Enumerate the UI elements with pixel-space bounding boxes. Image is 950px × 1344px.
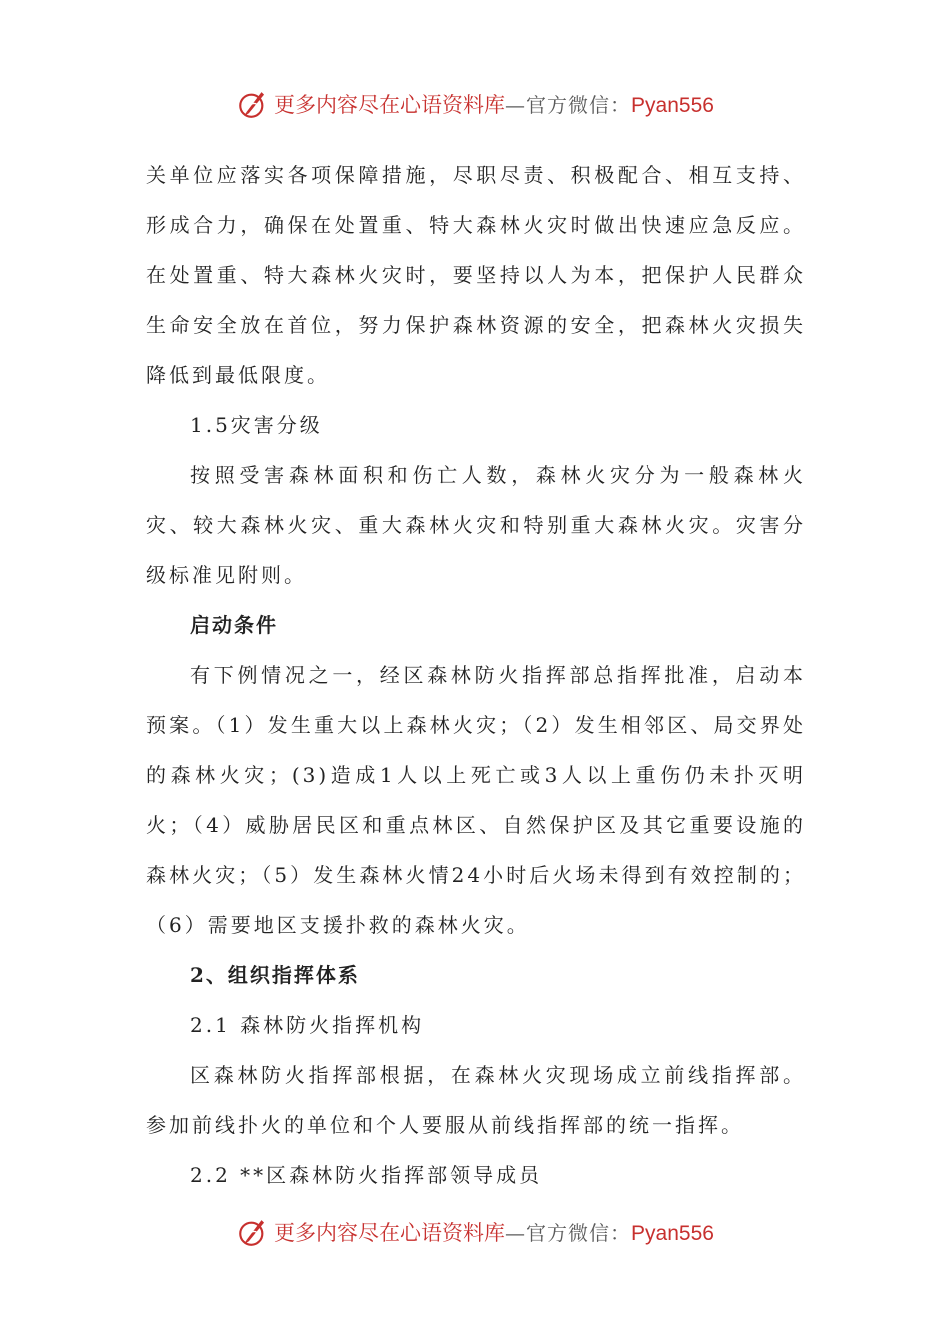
banner-wechat-label: —官方微信： <box>505 93 632 117</box>
footer-banner <box>0 1212 950 1252</box>
section-heading-2-1: 2.1 森林防火指挥机构 <box>190 1013 425 1037</box>
section-heading-2-2: 2.2 **区森林防火指挥部领导成员 <box>190 1163 543 1187</box>
banner-wechat-label: —官方微信： <box>505 1221 632 1245</box>
paragraph-disaster-levels: 按照受害森林面积和伤亡人数，森林火灾分为一般森林火灾、较大森林火灾、重大森林火灾和特别重大森林火灾。灾害分级标准见附则。 <box>146 463 806 587</box>
banner-site-name: 更多内容尽在心语资料库 <box>274 93 506 117</box>
document-body <box>146 150 806 1200</box>
quill-pen-circle-icon <box>236 87 270 121</box>
header-banner <box>0 84 950 124</box>
paragraph-command-structure: 区森林防火指挥部根据，在森林火灾现场成立前线指挥部。参加前线扑火的单位和个人要服从前线指挥部的统一指挥。 <box>146 1063 806 1137</box>
section-heading-1-5: 1.5灾害分级 <box>190 413 323 437</box>
paragraph-trigger-conditions: 有下例情况之一，经区森林防火指挥部总指挥批准，启动本预案。（1）发生重大以上森林火灾；（2）发生相邻区、局交界处的森林火灾；(3)造成1人以上死亡或3人以上重伤仍未扑灭明火；（4）威胁居民区和重点林区、自然保护区及其它重要设施的森林火灾；（5）发生森林火情24小时后火场未得到有效控制的；（6）需要地区支援扑救的森林火灾。 <box>146 663 806 937</box>
section-heading-2: 2、组织指挥体系 <box>190 963 360 987</box>
quill-pen-circle-icon <box>236 1215 270 1249</box>
banner-site-name: 更多内容尽在心语资料库 <box>274 1221 506 1245</box>
paragraph-continuation: 关单位应落实各项保障措施，尽职尽责、积极配合、相互支持、形成合力，确保在处置重、特大森林火灾时做出快速应急反应。在处置重、特大森林火灾时，要坚持以人为本，把保护人民群众生命安全放在首位，努力保护森林资源的安全，把森林火灾损失降低到最低限度。 <box>146 163 806 387</box>
banner-wechat-id: Pyan556 <box>631 94 714 117</box>
section-heading-trigger-conditions: 启动条件 <box>190 613 278 637</box>
banner-wechat-id: Pyan556 <box>631 1222 714 1245</box>
